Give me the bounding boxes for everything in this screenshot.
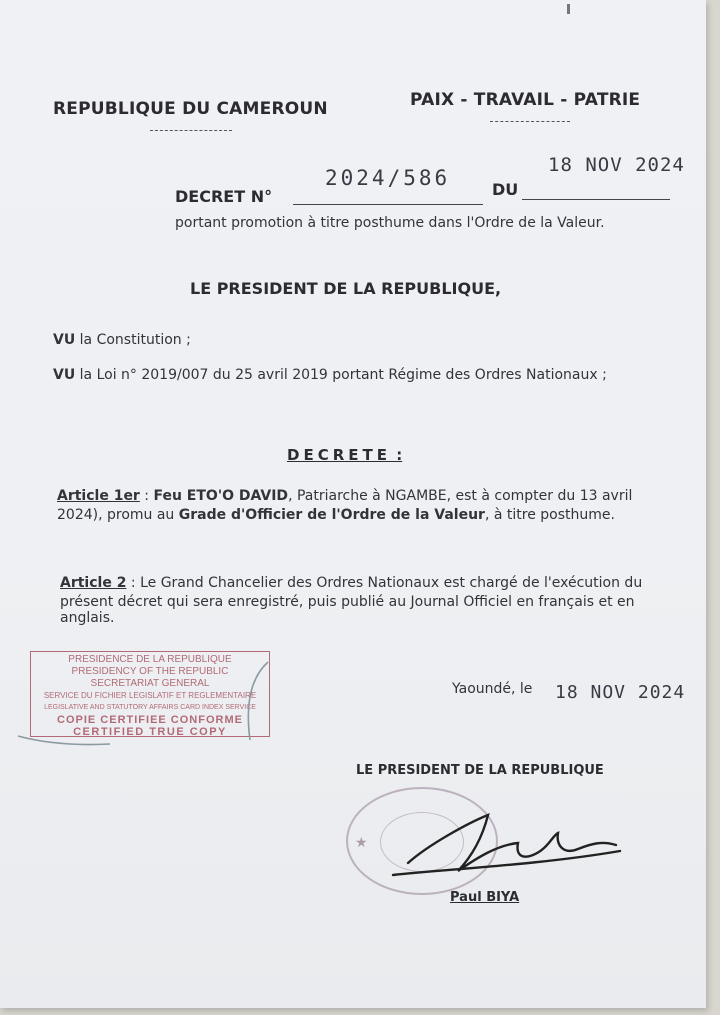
decree-date-rule [522, 199, 670, 200]
article-2-line-3: anglais. [60, 610, 115, 626]
decrete-word: DECRETE [287, 446, 391, 464]
decree-date: 18 NOV 2024 [548, 154, 685, 176]
country-name: REPUBLIQUE DU CAMEROUN [53, 99, 328, 119]
signatory-title: LE PRESIDENT DE LA REPUBLIQUE [356, 763, 604, 778]
article-1-line-1-text: , Patriarche à NGAMBE, est à compter du 13 avril [288, 488, 633, 504]
decree-number-rule [293, 204, 483, 205]
stamp-line: SECRETARIAT GENERAL [90, 678, 210, 689]
header-left-rule [150, 130, 232, 131]
president-heading: LE PRESIDENT DE LA REPUBLIQUE, [190, 279, 502, 298]
stamp-line: CERTIFIED TRUE COPY [73, 726, 227, 738]
signature-scribble [388, 805, 628, 885]
decree-number-label: DECRET N° [175, 187, 273, 206]
article-1-sep: : [139, 488, 154, 504]
vu-text: la Loi n° 2019/007 du 25 avril 2019 portant Régime des Ordres Nationaux ; [79, 367, 607, 383]
decree-date-label: DU [492, 180, 519, 199]
signatory-name: Paul BIYA [450, 890, 520, 905]
stamp-line: SERVICE DU FICHIER LEGISLATIF ET REGLEMENTAIRE [43, 691, 257, 700]
article-1-line-2 [57, 507, 615, 523]
article-1-label: Article 1er [57, 488, 140, 504]
article-2-line-1-text: : Le Grand Chancelier des Ordres Nationaux est chargé de l'exécution du [126, 575, 643, 591]
article-1-line-2-pre: 2024), promu au [57, 507, 179, 523]
stamp-line: PRESIDENCE DE LA REPUBLIQUE [68, 654, 232, 665]
header-right-rule [490, 121, 570, 122]
place-label: Yaoundé, le [452, 681, 533, 697]
article-1-name: Feu ETO'O DAVID [153, 488, 289, 504]
article-1-line-2-post: , à titre posthume. [484, 507, 615, 523]
decree-number: 2024/586 [325, 166, 451, 190]
stamp-line: PRESIDENCY OF THE REPUBLIC [71, 666, 229, 677]
staple-mark [567, 4, 570, 14]
vu-line-1 [53, 332, 191, 348]
vu-line-2 [53, 367, 607, 383]
vu-text: la Constitution ; [79, 332, 191, 348]
article-1-grade: Grade d'Officier de l'Ordre de la Valeur [178, 507, 485, 523]
article-2-line-1 [60, 575, 642, 591]
stamp-line: LEGISLATIVE AND STATUTORY AFFAIRS CARD INDEX SERVICE [44, 704, 256, 711]
article-2-line-2: présent décret qui sera enregistré, puis publié au Journal Officiel en français et en [60, 594, 635, 610]
signature-date: 18 NOV 2024 [555, 682, 686, 703]
vu-label: VU [53, 367, 76, 383]
decrete-heading: DECRETE : [287, 446, 403, 464]
article-1-line-1 [57, 488, 632, 504]
national-motto: PAIX - TRAVAIL - PATRIE [410, 90, 641, 110]
decree-subject: portant promotion à titre posthume dans l'Ordre de la Valeur. [175, 215, 605, 231]
initials-mark [10, 650, 280, 750]
article-2-label: Article 2 [60, 575, 127, 591]
vu-label: VU [53, 332, 76, 348]
svg-text:★: ★ [355, 835, 368, 851]
stamp-line: COPIE CERTIFIEE CONFORME [57, 714, 243, 726]
